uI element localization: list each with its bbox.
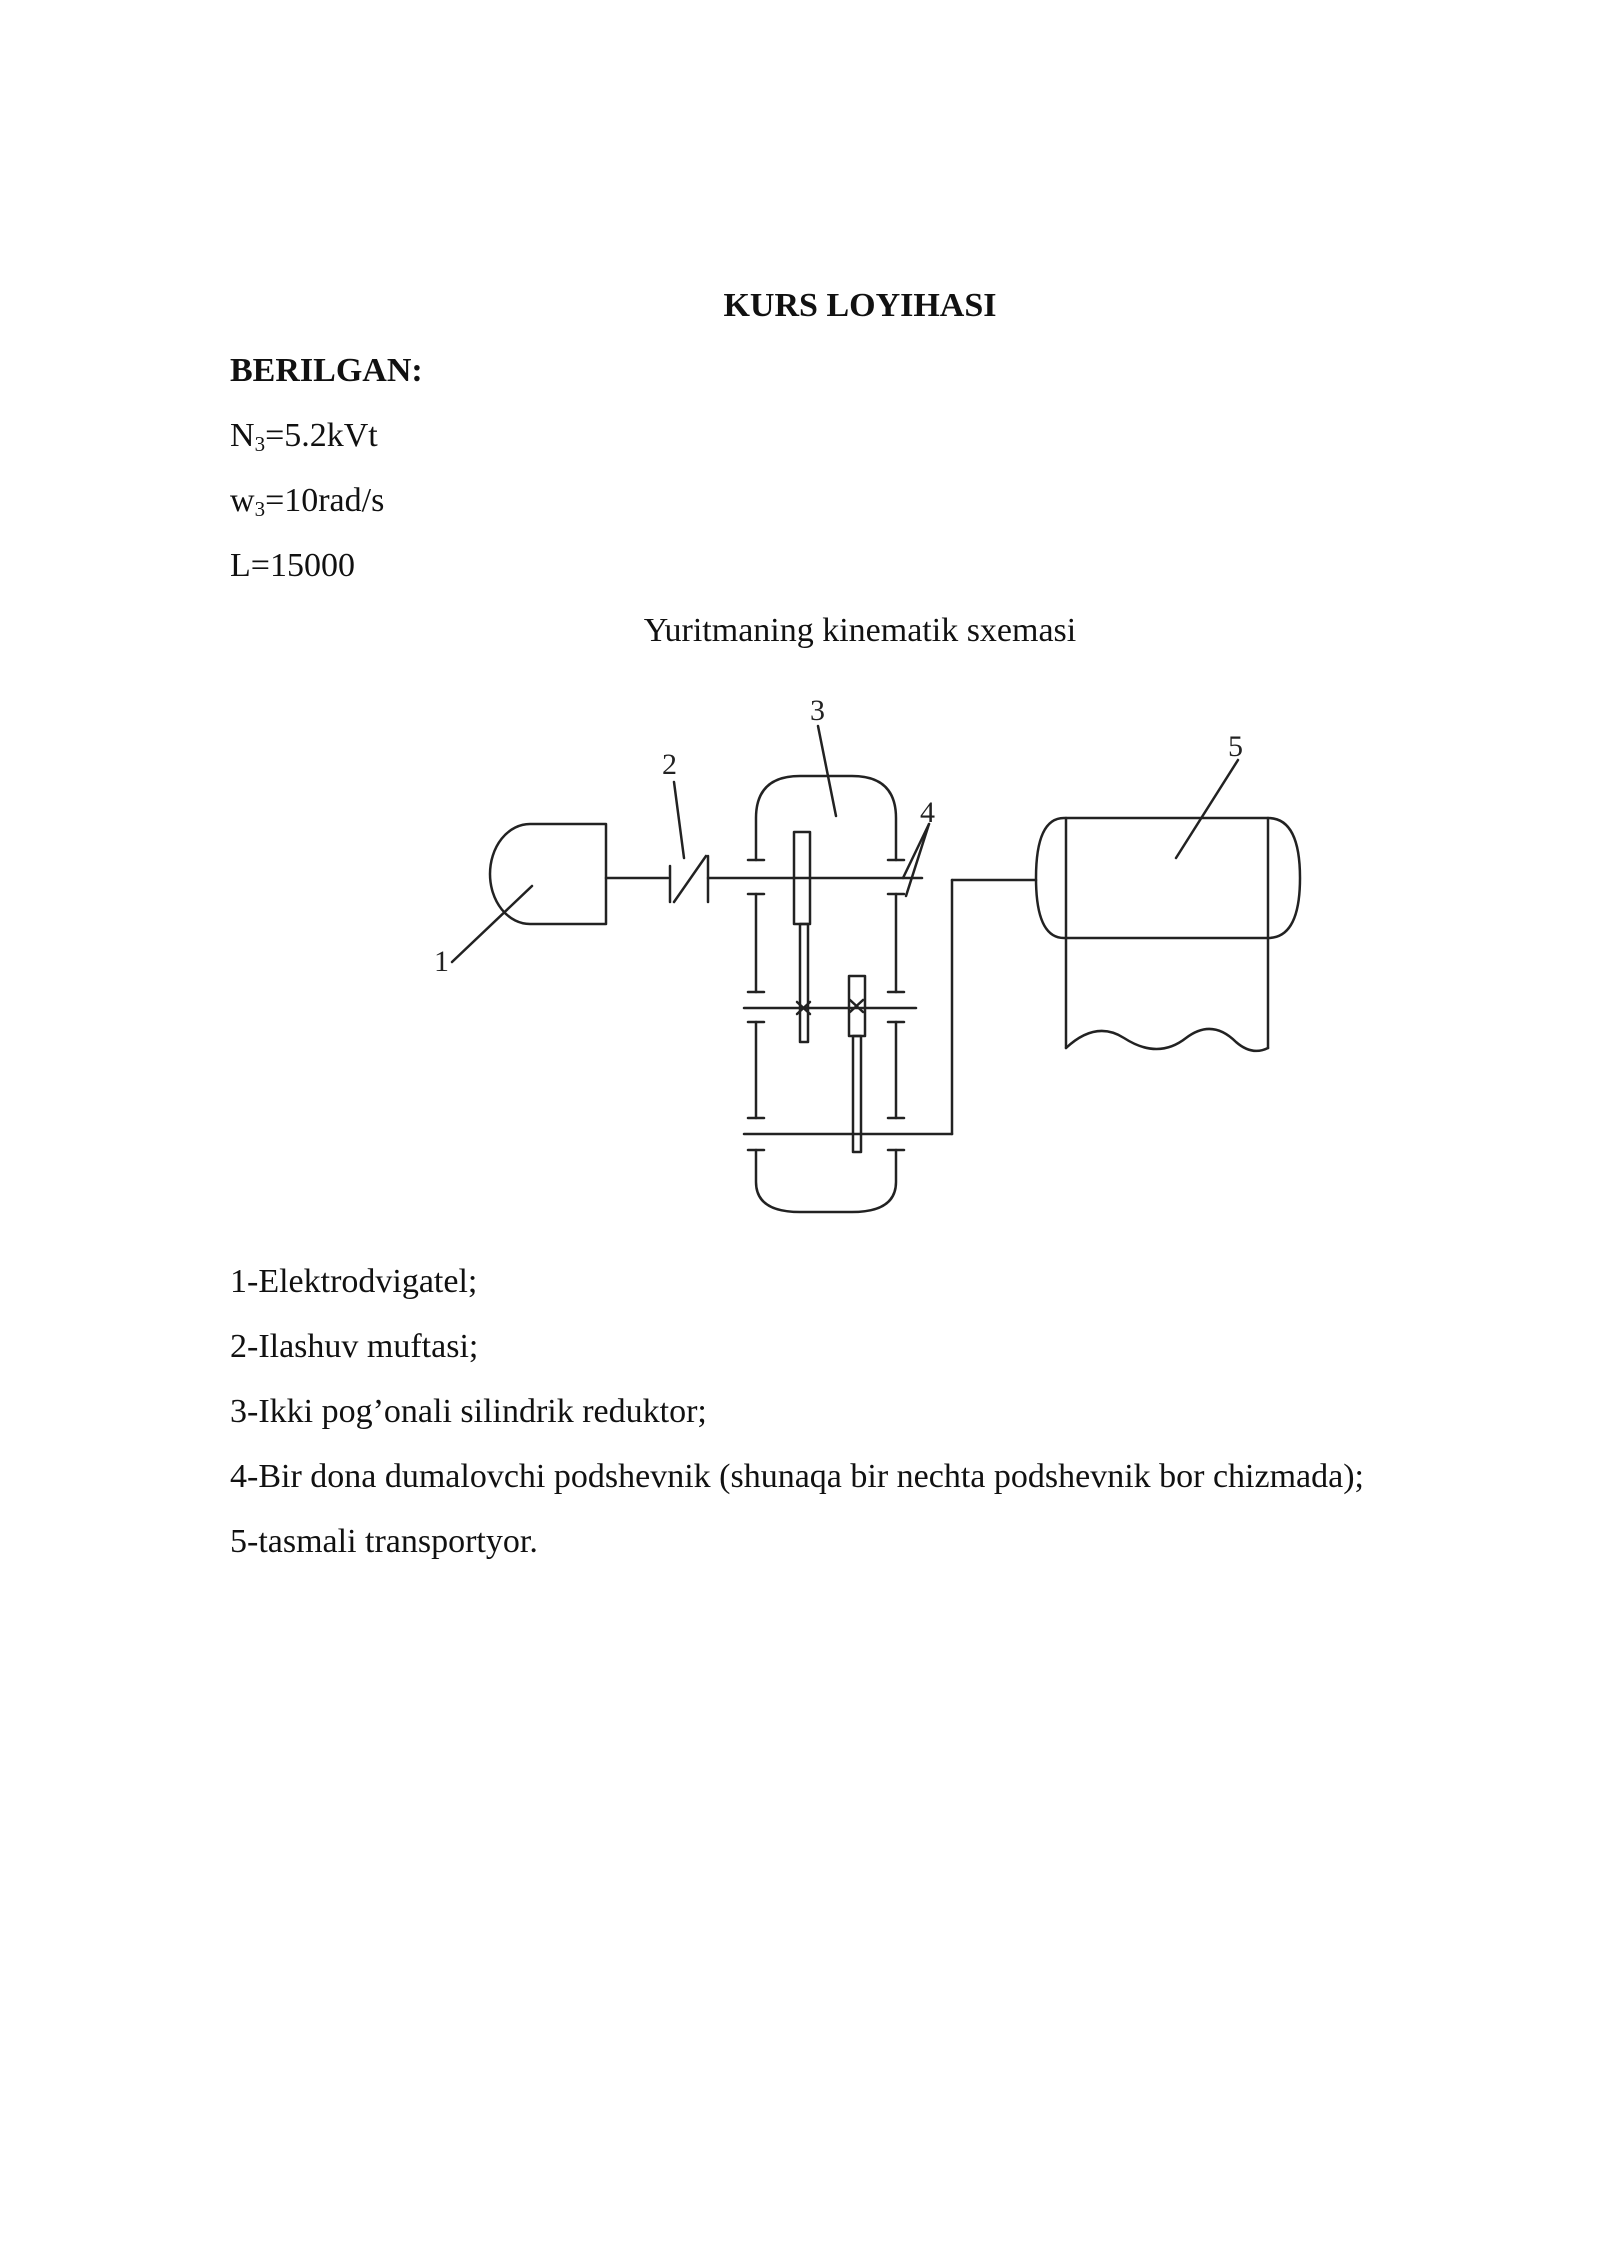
reducer-label: 3	[810, 694, 825, 727]
figure-caption: Yuritmaning kinematik sxemasi	[643, 612, 1077, 649]
legend-item-3: 3-Ikki pog’onali silindrik reduktor;	[230, 1393, 707, 1430]
given-lifetime-symbol: L	[230, 547, 251, 584]
coupling-diagonal	[674, 856, 706, 902]
motor-leader	[452, 886, 532, 962]
motor-label: 1	[434, 945, 449, 978]
given-power-value: =5.2kVt	[265, 417, 378, 454]
given-angular-velocity-symbol: w	[230, 482, 255, 519]
output-wheel	[853, 1036, 861, 1152]
bearing-ticks-left	[748, 860, 764, 1150]
motor-body	[490, 824, 606, 924]
given-heading: BERILGAN:	[230, 352, 423, 389]
coupling-leader	[674, 782, 684, 858]
legend-item-4: 4-Bir dona dumalovchi podshevnik (shunaqa bir nechta podshevnik bor chizmada);	[230, 1458, 1364, 1495]
given-angular-velocity-value: =10rad/s	[265, 482, 385, 519]
reducer-leader	[818, 726, 836, 816]
bearing-label: 4	[920, 796, 935, 829]
bearing-ticks-right	[888, 860, 904, 1150]
given-power-symbol: N	[230, 417, 255, 454]
given-lifetime	[230, 546, 355, 586]
given-lifetime-value: =15000	[250, 547, 355, 584]
given-angular-velocity-subscript: 3	[254, 497, 266, 521]
conveyor-leader	[1176, 760, 1238, 858]
legend-item-2: 2-Ilashuv muftasi;	[230, 1328, 479, 1365]
given-angular-velocity	[230, 481, 384, 521]
bearing-leader-1	[903, 824, 929, 878]
conveyor-drum	[1036, 818, 1300, 938]
given-power-subscript: 3	[254, 432, 266, 456]
gear-cross-marks	[797, 1000, 863, 1014]
conveyor-label: 5	[1228, 730, 1243, 763]
reducer-housing-top	[756, 776, 896, 860]
coupling-label: 2	[662, 748, 677, 781]
input-gear	[794, 832, 810, 924]
document-title: KURS LOYIHASI	[723, 287, 997, 324]
conveyor-break-line	[1066, 1029, 1268, 1051]
legend-item-1: 1-Elektrodvigatel;	[230, 1263, 478, 1300]
intermediate-wheel	[800, 924, 808, 1042]
given-power	[230, 416, 378, 456]
bearing-leader-2	[906, 824, 929, 896]
intermediate-pinion	[849, 976, 865, 1036]
reducer-housing-bottom	[756, 1150, 896, 1212]
legend-item-5: 5-tasmali transportyor.	[230, 1523, 538, 1560]
